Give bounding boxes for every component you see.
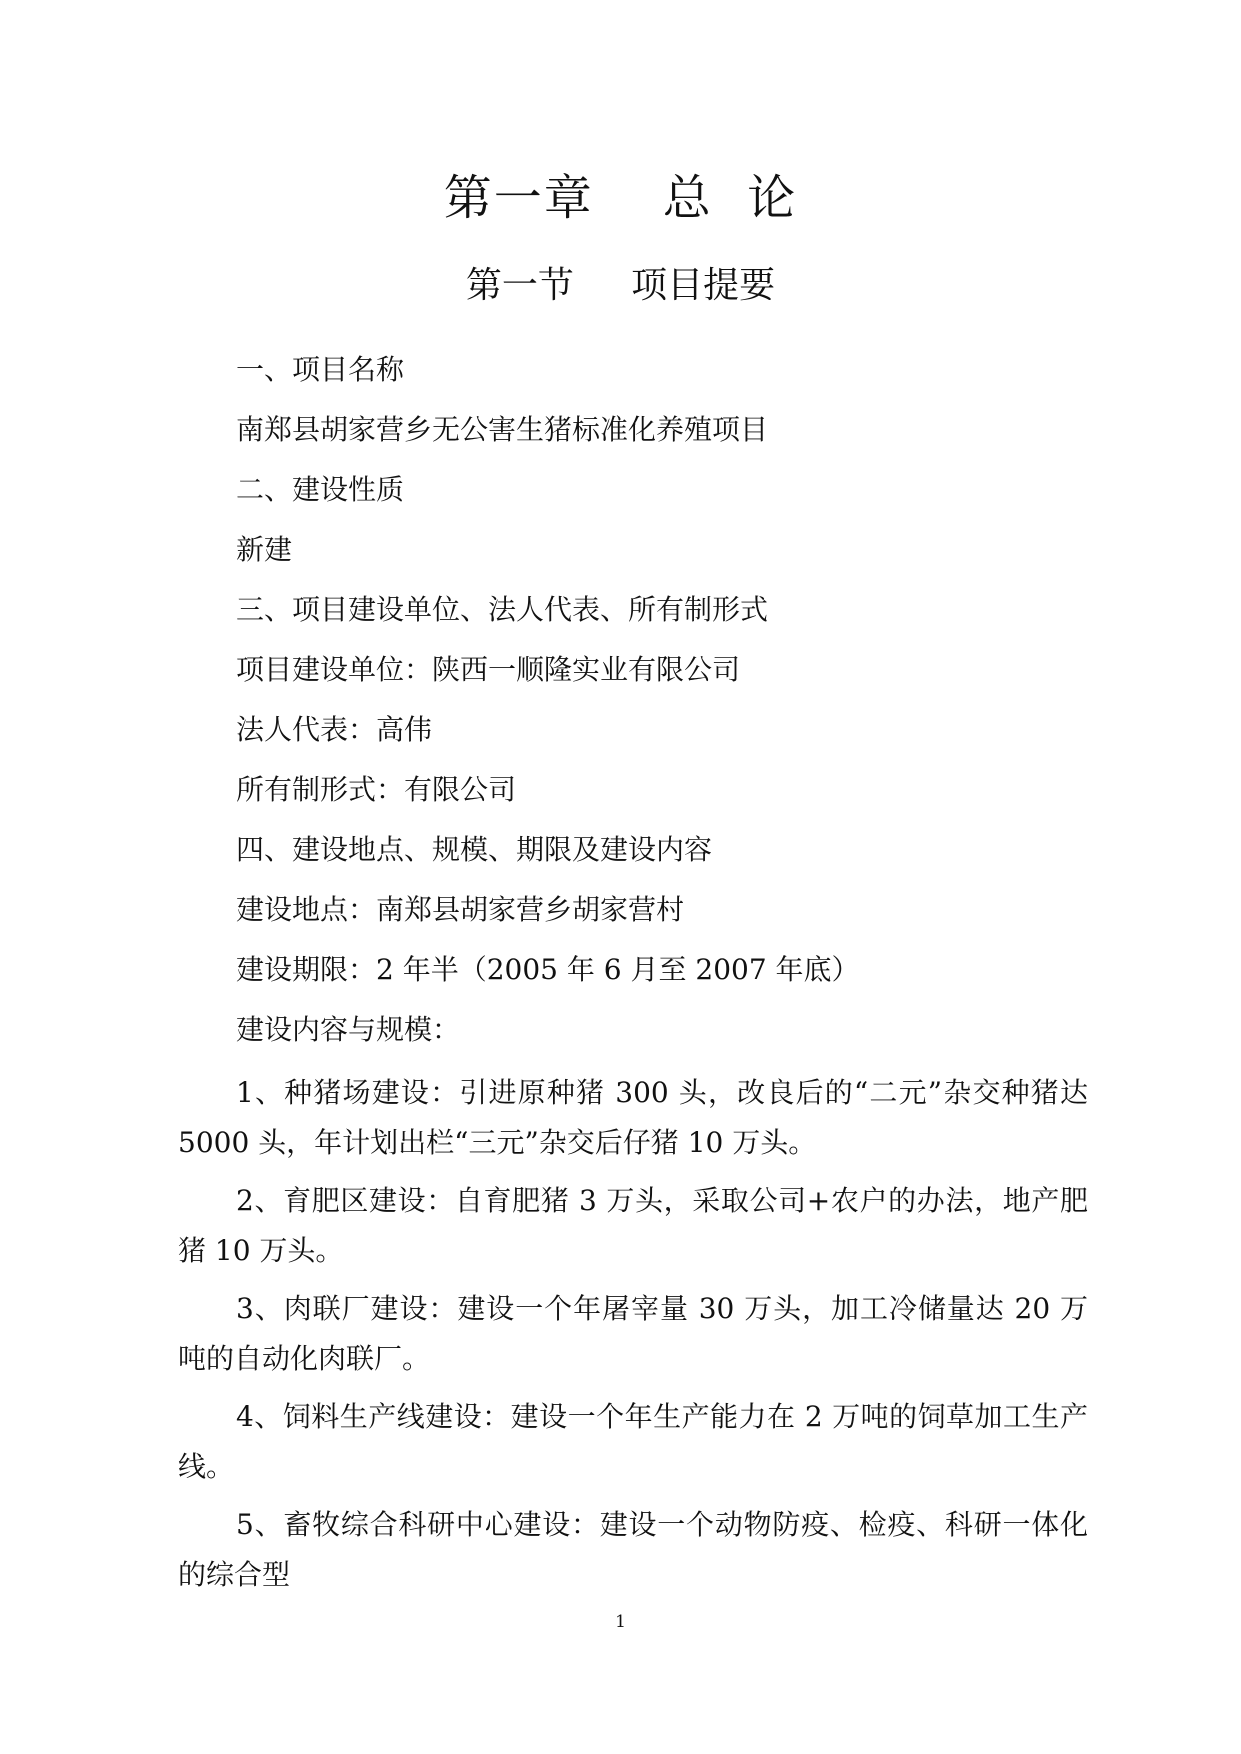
paragraph-meat-plant: 3、肉联厂建设：建设一个年屠宰量 30 万头，加工冷储量达 20 万吨的自动化肉联厂。 <box>178 1292 1088 1375</box>
heading-construction-unit: 三、项目建设单位、法人代表、所有制形式 <box>236 593 769 626</box>
project-name-value: 南郑县胡家营乡无公害生猪标准化养殖项目 <box>236 413 769 446</box>
paragraph-breeding-farm: 1、种猪场建设：引进原种猪 300 头，改良后的“二元”杂交种猪达 5000 头，年计划出栏“三元”杂交后仔猪 10 万头。 <box>178 1076 1088 1159</box>
heading-construction-nature: 二、建设性质 <box>236 473 405 506</box>
paragraph-feed-line: 4、饲料生产线建设：建设一个年生产能力在 2 万吨的饲草加工生产线。 <box>178 1400 1088 1483</box>
construction-period-value: 建设期限：2 年半（2005 年 6 月至 2007 年底） <box>236 953 860 986</box>
chapter-title: 第一章 总 论 <box>443 170 798 226</box>
paragraph-research-center: 5、畜牧综合科研中心建设：建设一个动物防疫、检疫、科研一体化的综合型 <box>178 1508 1088 1591</box>
page-number: 1 <box>615 1612 626 1632</box>
legal-representative-value: 法人代表：高伟 <box>236 713 433 746</box>
heading-project-name: 一、项目名称 <box>236 353 405 386</box>
heading-content-scale: 建设内容与规模： <box>236 1013 461 1046</box>
heading-location-scale: 四、建设地点、规模、期限及建设内容 <box>236 833 713 866</box>
construction-unit-value: 项目建设单位：陕西一顺隆实业有限公司 <box>236 653 741 686</box>
paragraph-fattening-area: 2、育肥区建设：自育肥猪 3 万头，采取公司+农户的办法，地产肥猪 10 万头。 <box>178 1184 1088 1267</box>
ownership-form-value: 所有制形式：有限公司 <box>236 773 517 806</box>
construction-nature-value: 新建 <box>236 533 293 566</box>
section-title: 第一节 项目提要 <box>465 265 776 306</box>
construction-location-value: 建设地点：南郑县胡家营乡胡家营村 <box>236 893 685 926</box>
